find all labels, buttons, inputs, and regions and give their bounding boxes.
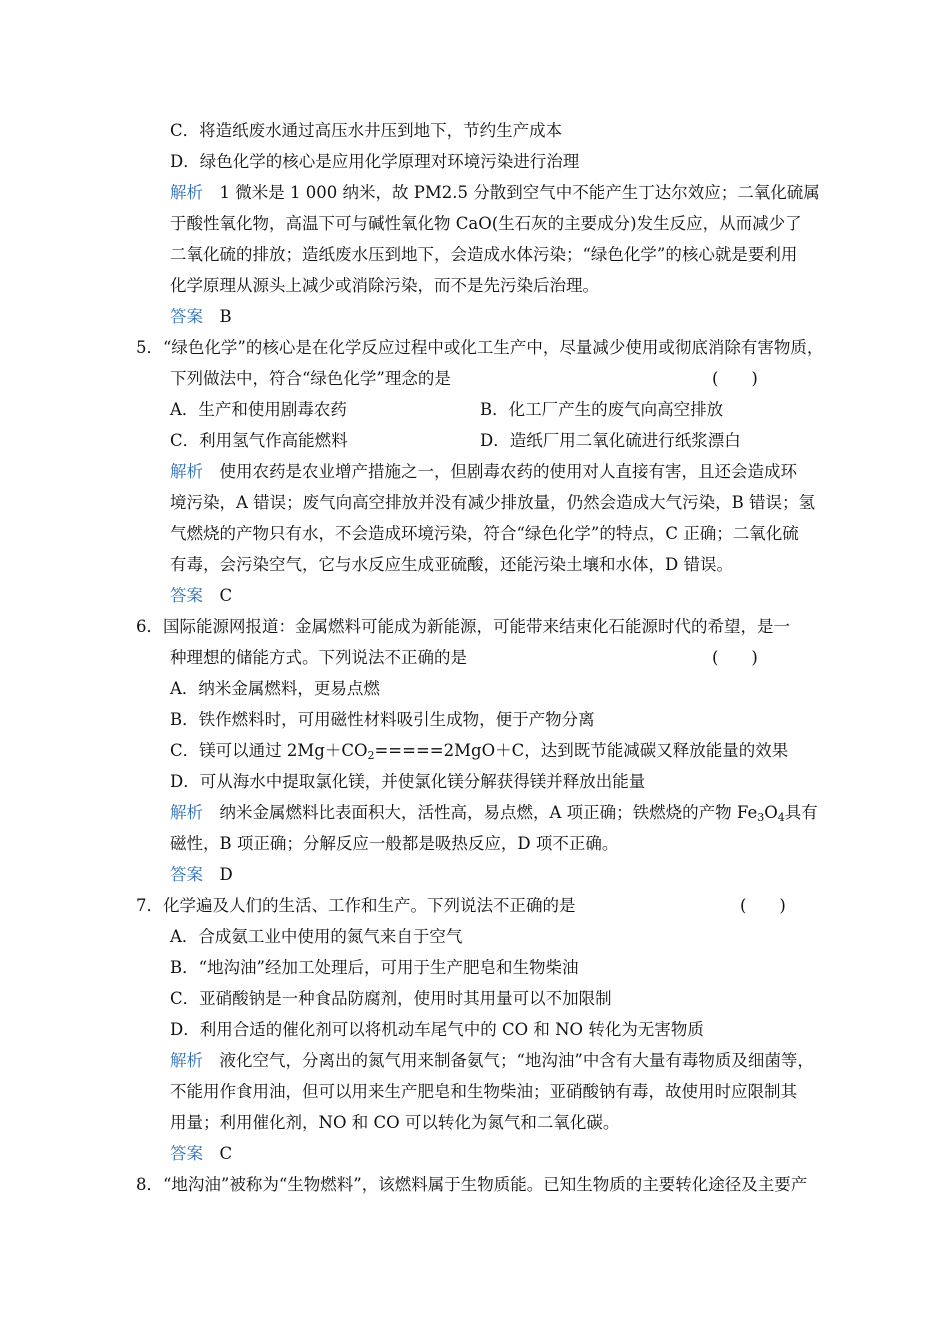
q7-option-c: C．亚硝酸钠是一种食品防腐剂，使用时其用量可以不加限制 — [170, 989, 612, 1008]
q7-analysis-line-3: 用量；利用催化剂，NO 和 CO 可以转化为氮气和二氧化碳。 — [170, 1113, 620, 1132]
subscript: 2 — [367, 749, 375, 762]
q4-answer — [170, 306, 232, 328]
q4-analysis-line-4: 化学原理从源头上减少或消除污染，而不是先污染后治理。 — [170, 276, 599, 295]
q7-answer — [170, 1143, 232, 1165]
q7-analysis-line-2: 不能用作食用油，但可以用来生产肥皂和生物柴油；亚硝酸钠有毒，故使用时应限制其 — [170, 1082, 797, 1101]
q5-option-c: C．利用氢气作高能燃料 — [170, 431, 348, 450]
analysis-label: 解析 — [170, 1051, 203, 1070]
option-text: =====2MgO＋C，达到既节能减碳又释放能量的效果 — [374, 741, 789, 760]
q6-analysis-line-1 — [170, 802, 818, 824]
q4-analysis-line-1 — [170, 182, 820, 204]
answer-label: 答案 — [170, 307, 203, 326]
q5-stem-line-2: 下列做法中，符合“绿色化学”理念的是 — [170, 369, 451, 388]
analysis-label: 解析 — [170, 462, 203, 481]
answer-label: 答案 — [170, 865, 203, 884]
q5-answer-blank: ( ) — [712, 369, 758, 388]
q6-answer-blank: ( ) — [712, 648, 758, 667]
q5-analysis-line-2: 境污染，A 错误；废气向高空排放并没有减少排放量，仍然会造成大气污染，B 错误；氢 — [170, 493, 816, 512]
analysis-text: 1 微米是 1 000 纳米，故 PM2.5 分散到空气中不能产生丁达尔效应；二氧化硫属 — [219, 183, 820, 202]
q6-option-d: D．可从海水中提取氯化镁，并使氯化镁分解获得镁并释放出能量 — [170, 772, 646, 791]
q8-stem-line-1: 8．“地沟油”被称为“生物燃料”，该燃料属于生物质能。已知生物质的主要转化途径及主要产 — [136, 1175, 808, 1194]
analysis-text: 具有 — [784, 803, 818, 822]
analysis-text: O — [764, 803, 778, 822]
q5-answer — [170, 585, 232, 607]
q6-option-c — [170, 740, 788, 762]
q4-analysis-line-3: 二氧化硫的排放；造纸废水压到地下，会造成水体污染；“绿色化学”的核心就是要利用 — [170, 245, 798, 264]
analysis-label: 解析 — [170, 183, 203, 202]
q5-option-a: A．生产和使用剧毒农药 — [170, 400, 347, 419]
q7-option-b: B．“地沟油”经加工处理后，可用于生产肥皂和生物柴油 — [170, 958, 579, 977]
q5-analysis-line-4: 有毒，会污染空气，它与水反应生成亚硫酸，还能污染土壤和水体，D 错误。 — [170, 555, 733, 574]
q7-analysis-line-1 — [170, 1050, 814, 1072]
q5-analysis-line-1 — [170, 461, 797, 483]
answer-value: D — [219, 865, 233, 884]
answer-label: 答案 — [170, 1144, 203, 1163]
analysis-label: 解析 — [170, 803, 203, 822]
option-text: C．镁可以通过 2Mg＋CO — [170, 741, 368, 760]
q6-stem-line-2: 种理想的储能方式。下列说法不正确的是 — [170, 648, 467, 667]
q6-option-b: B．铁作燃料时，可用磁性材料吸引生成物，便于产物分离 — [170, 710, 595, 729]
subscript: 3 — [757, 811, 765, 824]
q6-analysis-line-2: 磁性，B 项正确；分解反应一般都是吸热反应，D 项不正确。 — [170, 834, 619, 853]
analysis-text: 液化空气，分离出的氮气用来制备氨气；“地沟油”中含有大量有毒物质及细菌等， — [219, 1051, 814, 1070]
q5-stem-line-1: 5．“绿色化学”的核心是在化学反应过程中或化工生产中，尽量减少使用或彻底消除有害物质， — [136, 338, 824, 357]
analysis-text: 使用农药是农业增产措施之一，但剧毒农药的使用对人直接有害，且还会造成环 — [219, 462, 797, 481]
q4-option-c: C．将造纸废水通过高压水井压到地下，节约生产成本 — [170, 121, 563, 140]
q7-option-a: A．合成氨工业中使用的氮气来自于空气 — [170, 927, 463, 946]
q4-analysis-line-2: 于酸性氧化物，高温下可与碱性氧化物 CaO(生石灰的主要成分)发生反应，从而减少了 — [170, 214, 802, 233]
q6-option-a: A．纳米金属燃料，更易点燃 — [170, 679, 380, 698]
q6-answer — [170, 864, 233, 886]
q5-option-b: B．化工厂产生的废气向高空排放 — [480, 400, 724, 419]
q7-stem-line-1: 7．化学遍及人们的生活、工作和生产。下列说法不正确的是 — [136, 896, 576, 915]
q6-stem-line-1: 6．国际能源网报道：金属燃料可能成为新能源，可能带来结束化石能源时代的希望，是一 — [136, 617, 790, 636]
q5-analysis-line-3: 气燃烧的产物只有水，不会造成环境污染，符合“绿色化学”的特点，C 正确；二氧化硫 — [170, 524, 799, 543]
answer-value: C — [219, 586, 233, 605]
subscript: 4 — [777, 811, 785, 824]
answer-value: C — [219, 1144, 233, 1163]
q5-option-d: D．造纸厂用二氧化硫进行纸浆漂白 — [480, 431, 741, 450]
q7-answer-blank: ( ) — [740, 896, 786, 915]
q7-option-d: D．利用合适的催化剂可以将机动车尾气中的 CO 和 NO 转化为无害物质 — [170, 1020, 704, 1039]
analysis-text: 纳米金属燃料比表面积大，活性高，易点燃，A 项正确；铁燃烧的产物 Fe — [219, 803, 758, 822]
answer-value: B — [219, 307, 232, 326]
q4-option-d: D．绿色化学的核心是应用化学原理对环境污染进行治理 — [170, 152, 580, 171]
answer-label: 答案 — [170, 586, 203, 605]
